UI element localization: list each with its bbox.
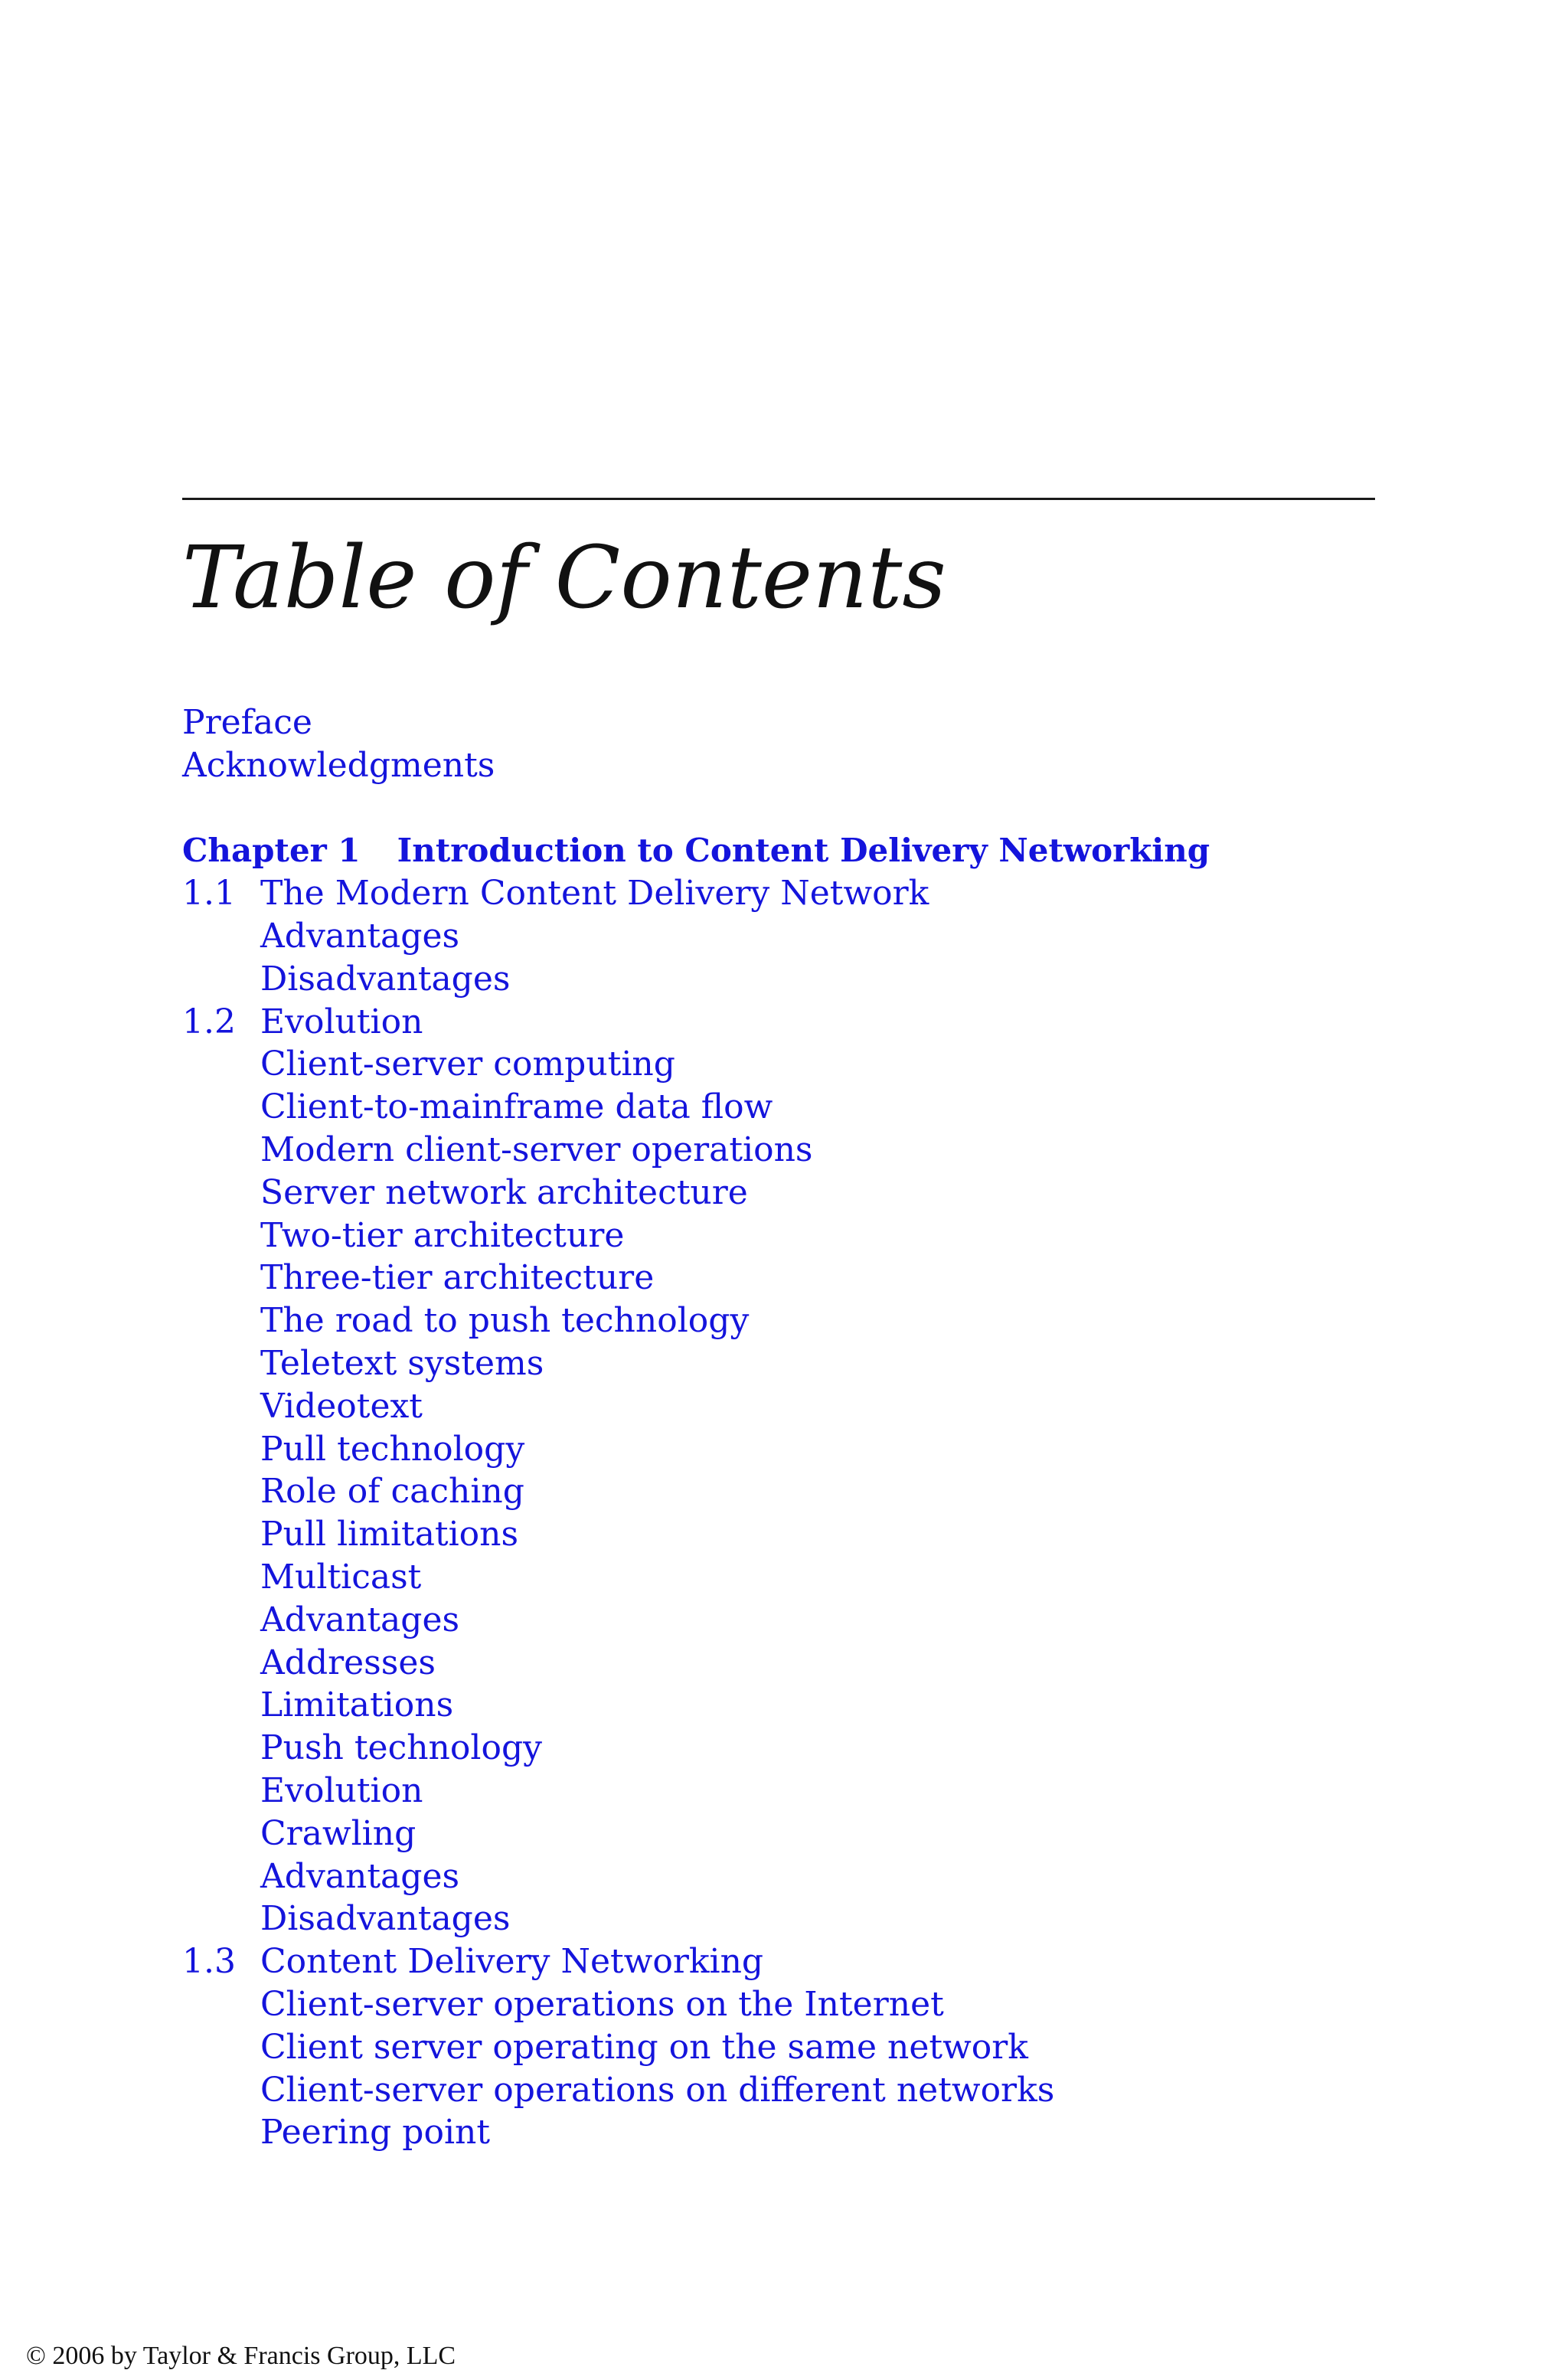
- toc-link[interactable]: [182, 872, 1407, 915]
- toc-link[interactable]: [182, 915, 1407, 958]
- section-number: [182, 1983, 260, 2026]
- toc-link-label: Preface: [182, 703, 312, 742]
- toc-link-label: Client-server computing: [260, 1044, 675, 1084]
- toc-link-label: Client server operating on the same network: [260, 2027, 1028, 2067]
- toc-link-label: Advantages: [260, 1600, 460, 1639]
- toc-link-label: The Modern Content Delivery Network: [260, 874, 929, 914]
- section-number: [182, 1642, 260, 1685]
- section-number: [182, 2069, 260, 2112]
- section-number: [182, 1428, 260, 1471]
- toc-link[interactable]: [182, 1385, 1407, 1428]
- toc-link[interactable]: [182, 1727, 1407, 1770]
- section-number: [182, 1770, 260, 1813]
- toc-link-label: Pull technology: [260, 1429, 525, 1469]
- section-number: [182, 1086, 260, 1129]
- title-rule: [182, 498, 1375, 500]
- toc-link-label: Pull limitations: [260, 1515, 519, 1554]
- section-number: [182, 1043, 260, 1086]
- toc-link[interactable]: [182, 1342, 1407, 1385]
- toc-link[interactable]: [182, 1983, 1407, 2026]
- section-number: [182, 1257, 260, 1299]
- toc-link-preface[interactable]: [182, 701, 1407, 744]
- toc-link-label: Advantages: [260, 1856, 460, 1896]
- toc-link-label: Server network architecture: [260, 1172, 748, 1212]
- section-number: [182, 1299, 260, 1342]
- toc-link[interactable]: [182, 2026, 1407, 2069]
- section-number: [182, 1214, 260, 1257]
- section-number: [182, 1342, 260, 1385]
- toc-link-label: Advantages: [260, 916, 460, 956]
- toc-link[interactable]: [182, 1043, 1407, 1086]
- toc-link-label: Modern client-server operations: [260, 1129, 813, 1169]
- toc-link[interactable]: [182, 1813, 1407, 1855]
- toc-link[interactable]: [182, 1684, 1407, 1727]
- section-number: [182, 1513, 260, 1556]
- section-number: [182, 1129, 260, 1172]
- section-number: [182, 1684, 260, 1727]
- section-number: [182, 958, 260, 1001]
- chapter-title: Introduction to Content Delivery Networking: [397, 832, 1210, 870]
- toc-link-label: Videotext: [260, 1386, 423, 1426]
- toc-link[interactable]: [182, 1129, 1407, 1172]
- toc-link[interactable]: [182, 1855, 1407, 1898]
- page-title: Table of Contents: [182, 528, 946, 628]
- section-number: [182, 915, 260, 958]
- toc-link[interactable]: [182, 1513, 1407, 1556]
- section-number: 1.1: [182, 874, 236, 914]
- toc-link-label: Three-tier architecture: [260, 1258, 655, 1298]
- toc-link[interactable]: [182, 958, 1407, 1001]
- toc-link-label: Peering point: [260, 2113, 491, 2153]
- toc-link-label: Acknowledgments: [182, 745, 495, 785]
- toc-link-label: Client-to-mainframe data flow: [260, 1087, 773, 1127]
- toc-link-label: The road to push technology: [260, 1301, 750, 1341]
- section-number: [182, 1172, 260, 1214]
- toc-link[interactable]: [182, 1172, 1407, 1214]
- toc-link[interactable]: [182, 1470, 1407, 1513]
- toc-list: [182, 701, 1407, 2154]
- toc-link-label: Role of caching: [260, 1472, 524, 1512]
- toc-link[interactable]: [182, 2069, 1407, 2112]
- toc-link-label: Push technology: [260, 1728, 542, 1768]
- section-number: [182, 1385, 260, 1428]
- toc-link-label: Client-server operations on the Internet: [260, 1984, 944, 2024]
- toc-link-label: Addresses: [260, 1643, 436, 1682]
- toc-link-label: Content Delivery Networking: [260, 1942, 764, 1982]
- section-number: [182, 1599, 260, 1642]
- section-number: 1.3: [182, 1942, 236, 1982]
- toc-link-label: Disadvantages: [260, 1899, 511, 1939]
- toc-link[interactable]: [182, 1214, 1407, 1257]
- section-number: [182, 1813, 260, 1855]
- toc-link-acknowledgments[interactable]: [182, 744, 1407, 787]
- section-number: [182, 1855, 260, 1898]
- spacer: [182, 787, 1407, 830]
- toc-link-label: Evolution: [260, 1770, 423, 1810]
- chapter-number: Chapter 1: [182, 832, 361, 870]
- section-number: [182, 1556, 260, 1599]
- toc-link-label: Crawling: [260, 1813, 416, 1853]
- toc-link[interactable]: [182, 1770, 1407, 1813]
- toc-link-label: Two-tier architecture: [260, 1215, 625, 1255]
- toc-link[interactable]: [182, 1299, 1407, 1342]
- section-number: [182, 2111, 260, 2154]
- toc-link[interactable]: [182, 1642, 1407, 1685]
- toc-link[interactable]: [182, 1428, 1407, 1471]
- toc-link-label: Multicast: [260, 1557, 422, 1597]
- section-number: [182, 2026, 260, 2069]
- copyright-footer: © 2006 by Taylor & Francis Group, LLC: [26, 2342, 456, 2370]
- section-number: 1.2: [182, 1002, 236, 1041]
- toc-link[interactable]: [182, 1556, 1407, 1599]
- section-number: [182, 1470, 260, 1513]
- toc-link-label: Limitations: [260, 1685, 454, 1725]
- toc-link[interactable]: [182, 1001, 1407, 1044]
- toc-link[interactable]: [182, 1940, 1407, 1983]
- toc-link-chapter-1[interactable]: [182, 829, 1407, 872]
- toc-link[interactable]: [182, 1257, 1407, 1299]
- toc-link[interactable]: [182, 2111, 1407, 2154]
- toc-link-label: Client-server operations on different networks: [260, 2070, 1055, 2110]
- toc-entries: [182, 872, 1407, 2154]
- toc-link[interactable]: [182, 1599, 1407, 1642]
- toc-link-label: Disadvantages: [260, 959, 511, 999]
- toc-link-label: Evolution: [260, 1002, 423, 1041]
- toc-link[interactable]: [182, 1086, 1407, 1129]
- toc-link-label: Teletext systems: [260, 1343, 544, 1383]
- toc-link[interactable]: [182, 1898, 1407, 1940]
- section-number: [182, 1898, 260, 1940]
- section-number: [182, 1727, 260, 1770]
